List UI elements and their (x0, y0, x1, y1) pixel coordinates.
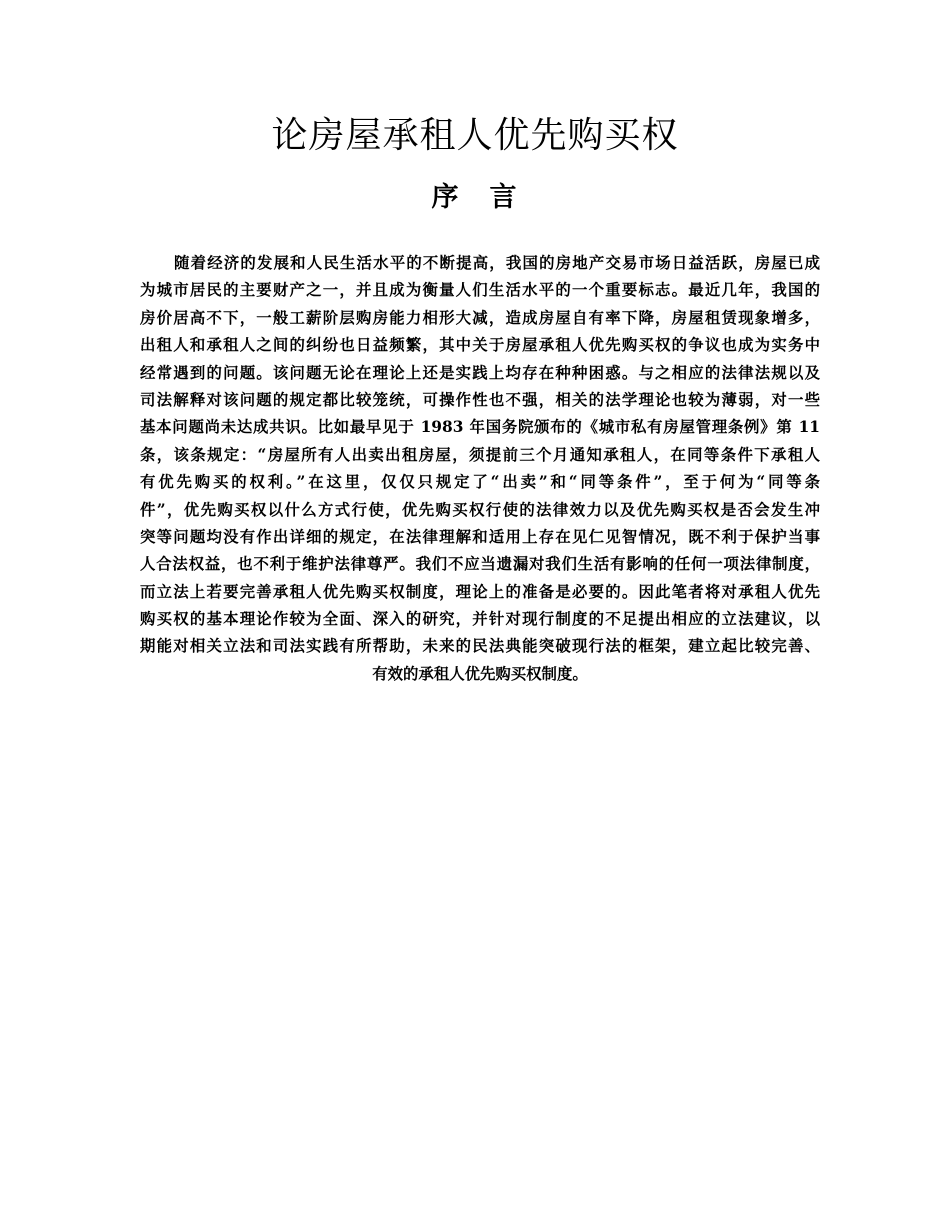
paragraph-line: 基本问题尚未达成共识。比如最早见于 1983 年国务院颁布的《城市私有房屋管理条例》第 11 (140, 418, 820, 437)
paragraph-line: 件”，优先购买权以什么方式行使，优先购买权行使的法律效力以及优先购买权是否会发生冲 (140, 500, 820, 519)
paragraph-line: 房价居高不下，一般工薪阶层购房能力相形大减，造成房屋自有率下降，房屋租赁现象增多， (140, 308, 820, 327)
paragraph-line: 经常遇到的问题。该问题无论在理论上还是实践上均存在种种困惑。与之相应的法律法规以及 (140, 363, 820, 382)
paragraph-line: 条，该条规定：“房屋所有人出卖出租房屋，须提前三个月通知承租人，在同等条件下承租人 (140, 445, 820, 464)
paragraph-line: 有效的承租人优先购买权制度。 (372, 664, 588, 683)
document-title: 论房屋承租人优先购买权 (271, 115, 679, 156)
paragraph-line: 为城市居民的主要财产之一，并且成为衡量人们生活水平的一个重要标志。最近几年，我国的 (140, 281, 820, 300)
paragraph-line: 购买权的基本理论作较为全面、深入的研究，并针对现行制度的不足提出相应的立法建议，以 (140, 610, 820, 629)
section-heading: 序 言 (431, 182, 519, 213)
paragraph-line: 有优先购买的权利。”在这里，仅仅只规定了“出卖”和“同等条件”，至于何为“同等条 (140, 473, 820, 492)
preface-paragraph (140, 250, 820, 688)
paragraph-line: 突等问题均没有作出详细的规定，在法律理解和适用上存在见仁见智情况，既不利于保护当事 (140, 527, 820, 546)
paragraph-line: 人合法权益，也不利于维护法律尊严。我们不应当遗漏对我们生活有影响的任何一项法律制度， (140, 555, 820, 574)
paragraph-line: 而立法上若要完善承租人优先购买权制度，理论上的准备是必要的。因此笔者将对承租人优先 (140, 582, 820, 601)
paragraph-line: 期能对相关立法和司法实践有所帮助，未来的民法典能突破现行法的框架，建立起比较完善、 (140, 637, 820, 656)
paragraph-line: 随着经济的发展和人民生活水平的不断提高，我国的房地产交易市场日益活跃，房屋已成 (174, 254, 820, 272)
paragraph-line: 司法解释对该问题的规定都比较笼统，可操作性也不强，相关的法学理论也较为薄弱，对一些 (140, 390, 820, 409)
paragraph-line: 出租人和承租人之间的纠纷也日益频繁，其中关于房屋承租人优先购买权的争议也成为实务中 (140, 336, 820, 355)
